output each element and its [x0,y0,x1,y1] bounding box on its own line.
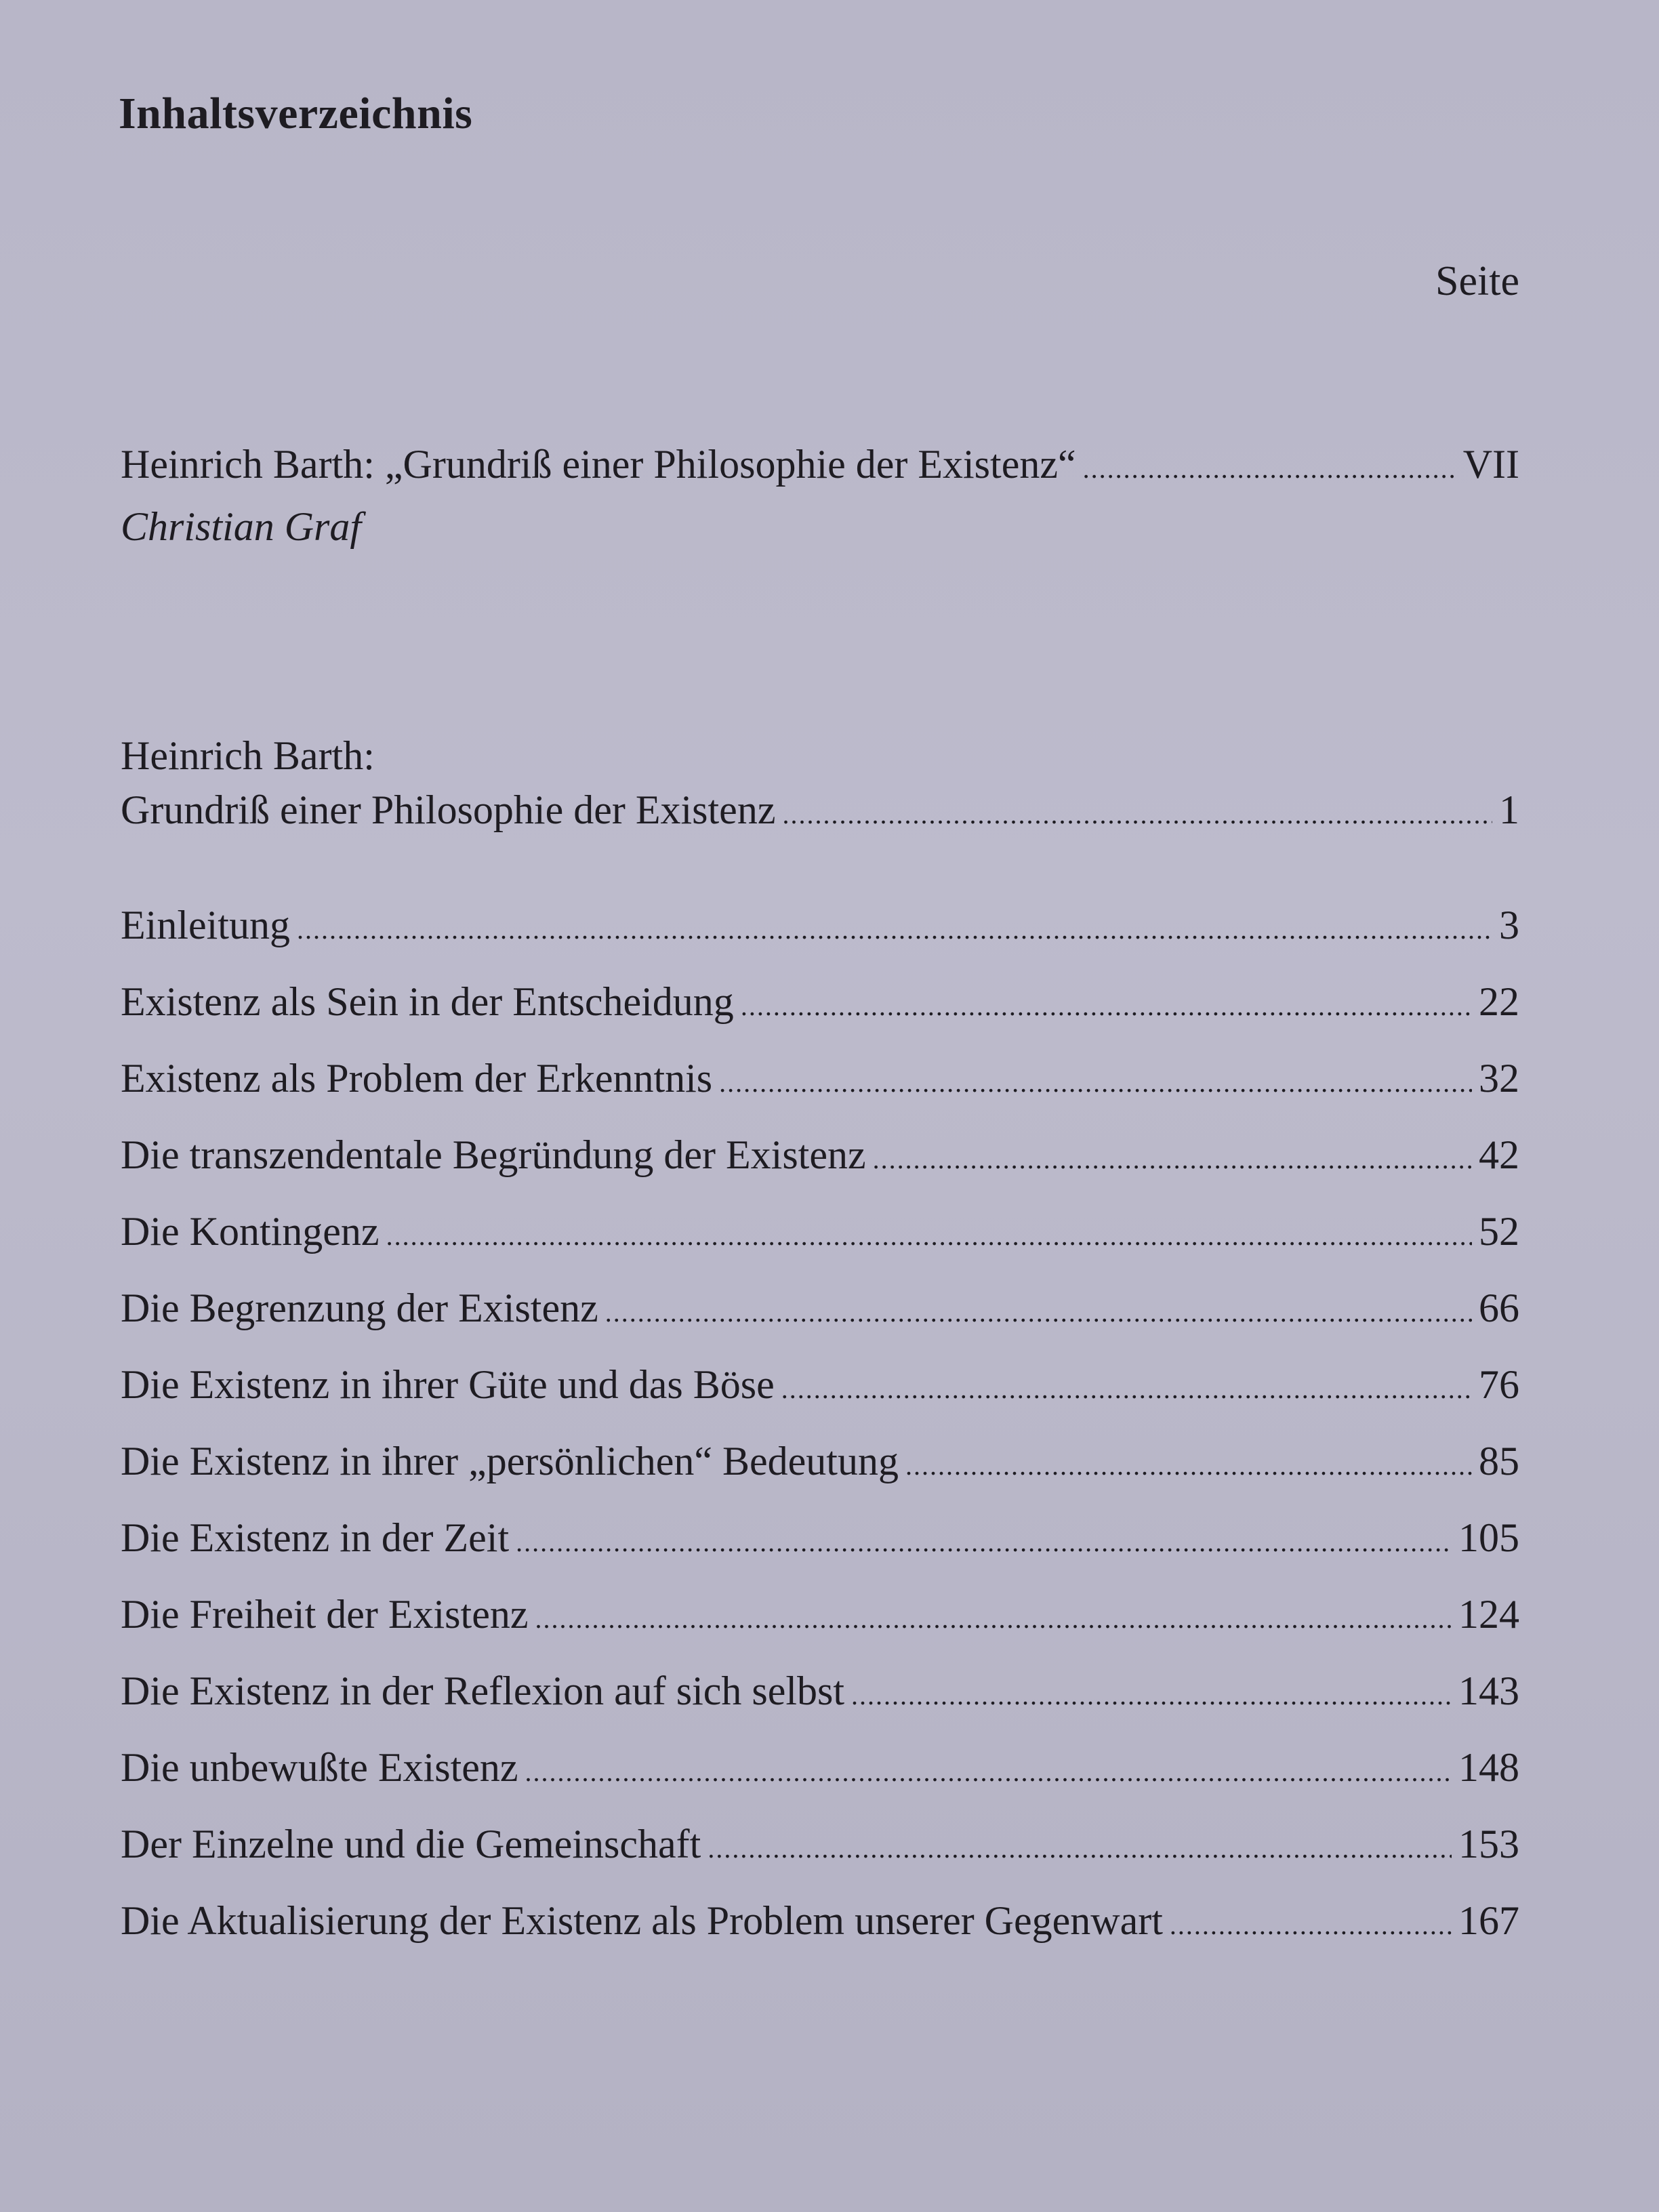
main-work-author-line: Heinrich Barth: [121,733,375,778]
toc-entry-title: Existenz als Sein in der Entscheidung [121,979,734,1024]
page-column-label: Seite [1435,258,1519,304]
toc-entry-page: 153 [1458,1822,1519,1866]
toc-entry-chapter [121,1514,1519,1566]
toc-entry-page: 76 [1479,1362,1519,1407]
toc-entry-page: 42 [1479,1132,1519,1177]
dot-leader [1170,1902,1452,1949]
dot-leader [873,1136,1472,1183]
toc-entry-page: 52 [1479,1209,1519,1254]
toc-entry-chapter [121,1744,1519,1796]
toc-entry-title: Grundriß einer Philosophie der Existenz [121,787,776,832]
dot-leader [605,1289,1472,1336]
toc-entry-title: Die Aktualisierung der Existenz als Problem unserer Gegenwart [121,1898,1163,1943]
toc-entry-page: 32 [1479,1056,1519,1101]
toc-entry-chapter [121,1667,1519,1719]
toc-entry-title: Die Existenz in der Reflexion auf sich selbst [121,1668,845,1713]
dot-leader [1083,445,1456,493]
toc-entry-page: 124 [1458,1592,1519,1637]
dot-leader [525,1748,1452,1796]
toc-entry-chapter [121,901,1519,954]
page-title: Inhaltsverzeichnis [119,89,473,138]
dot-leader [851,1672,1452,1719]
toc-entry-chapter [121,1437,1519,1490]
dot-leader [905,1442,1472,1490]
toc-entry-title: Die Kontingenz [121,1209,380,1254]
toc-entry-page: 22 [1479,979,1519,1024]
toc-entry-title: Die unbewußte Existenz [121,1745,518,1790]
toc-entry-page: 148 [1458,1745,1519,1790]
toc-entry-title: Die Existenz in ihrer „persönlichen“ Bedeutung [121,1439,899,1483]
toc-entry-chapter [121,1284,1519,1336]
toc-entry-title: Heinrich Barth: „Grundriß einer Philosophie der Existenz“ [121,442,1076,487]
toc-entry-chapter [121,978,1519,1030]
toc-entry-title: Die Existenz in der Zeit [121,1515,510,1560]
toc-entry-chapter [121,1591,1519,1643]
dot-leader [386,1212,1472,1260]
toc-entry-intro [121,441,1519,493]
toc-entry-page: 85 [1479,1439,1519,1483]
toc-entry-main-work [121,786,1519,838]
toc-entry-title: Die Existenz in ihrer Güte und das Böse [121,1362,775,1407]
toc-entry-page: 143 [1458,1668,1519,1713]
toc-entry-page: 3 [1499,903,1519,947]
toc-entry-title: Die Begrenzung der Existenz [121,1286,598,1330]
toc-entry-page: 105 [1458,1515,1519,1560]
toc-entry-title: Einleitung [121,903,290,947]
toc-entry-page: VII [1462,442,1519,487]
toc-entry-chapter [121,1208,1519,1260]
dot-leader [741,983,1472,1030]
dot-leader [297,906,1492,954]
toc-entry-title: Existenz als Problem der Erkenntnis [121,1056,713,1101]
dot-leader [708,1825,1452,1872]
toc-entry-title: Der Einzelne und die Gemeinschaft [121,1822,701,1866]
toc-entry-chapter [121,1054,1519,1107]
toc-entry-page: 66 [1479,1286,1519,1330]
dot-leader [719,1059,1472,1107]
toc-entry-chapter [121,1820,1519,1872]
dot-leader [516,1519,1452,1566]
dot-leader [535,1595,1452,1643]
toc-entry-page: 167 [1458,1898,1519,1943]
toc-entry-author: Christian Graf [121,504,362,549]
toc-entry-title: Die transzendentale Begründung der Existenz [121,1132,866,1177]
toc-entry-chapter [121,1897,1519,1949]
toc-entry-chapter [121,1131,1519,1183]
dot-leader [781,1366,1472,1413]
dot-leader [782,791,1492,838]
toc-entry-chapter [121,1361,1519,1413]
toc-entry-page: 1 [1499,787,1519,832]
toc-entry-title: Die Freiheit der Existenz [121,1592,529,1637]
